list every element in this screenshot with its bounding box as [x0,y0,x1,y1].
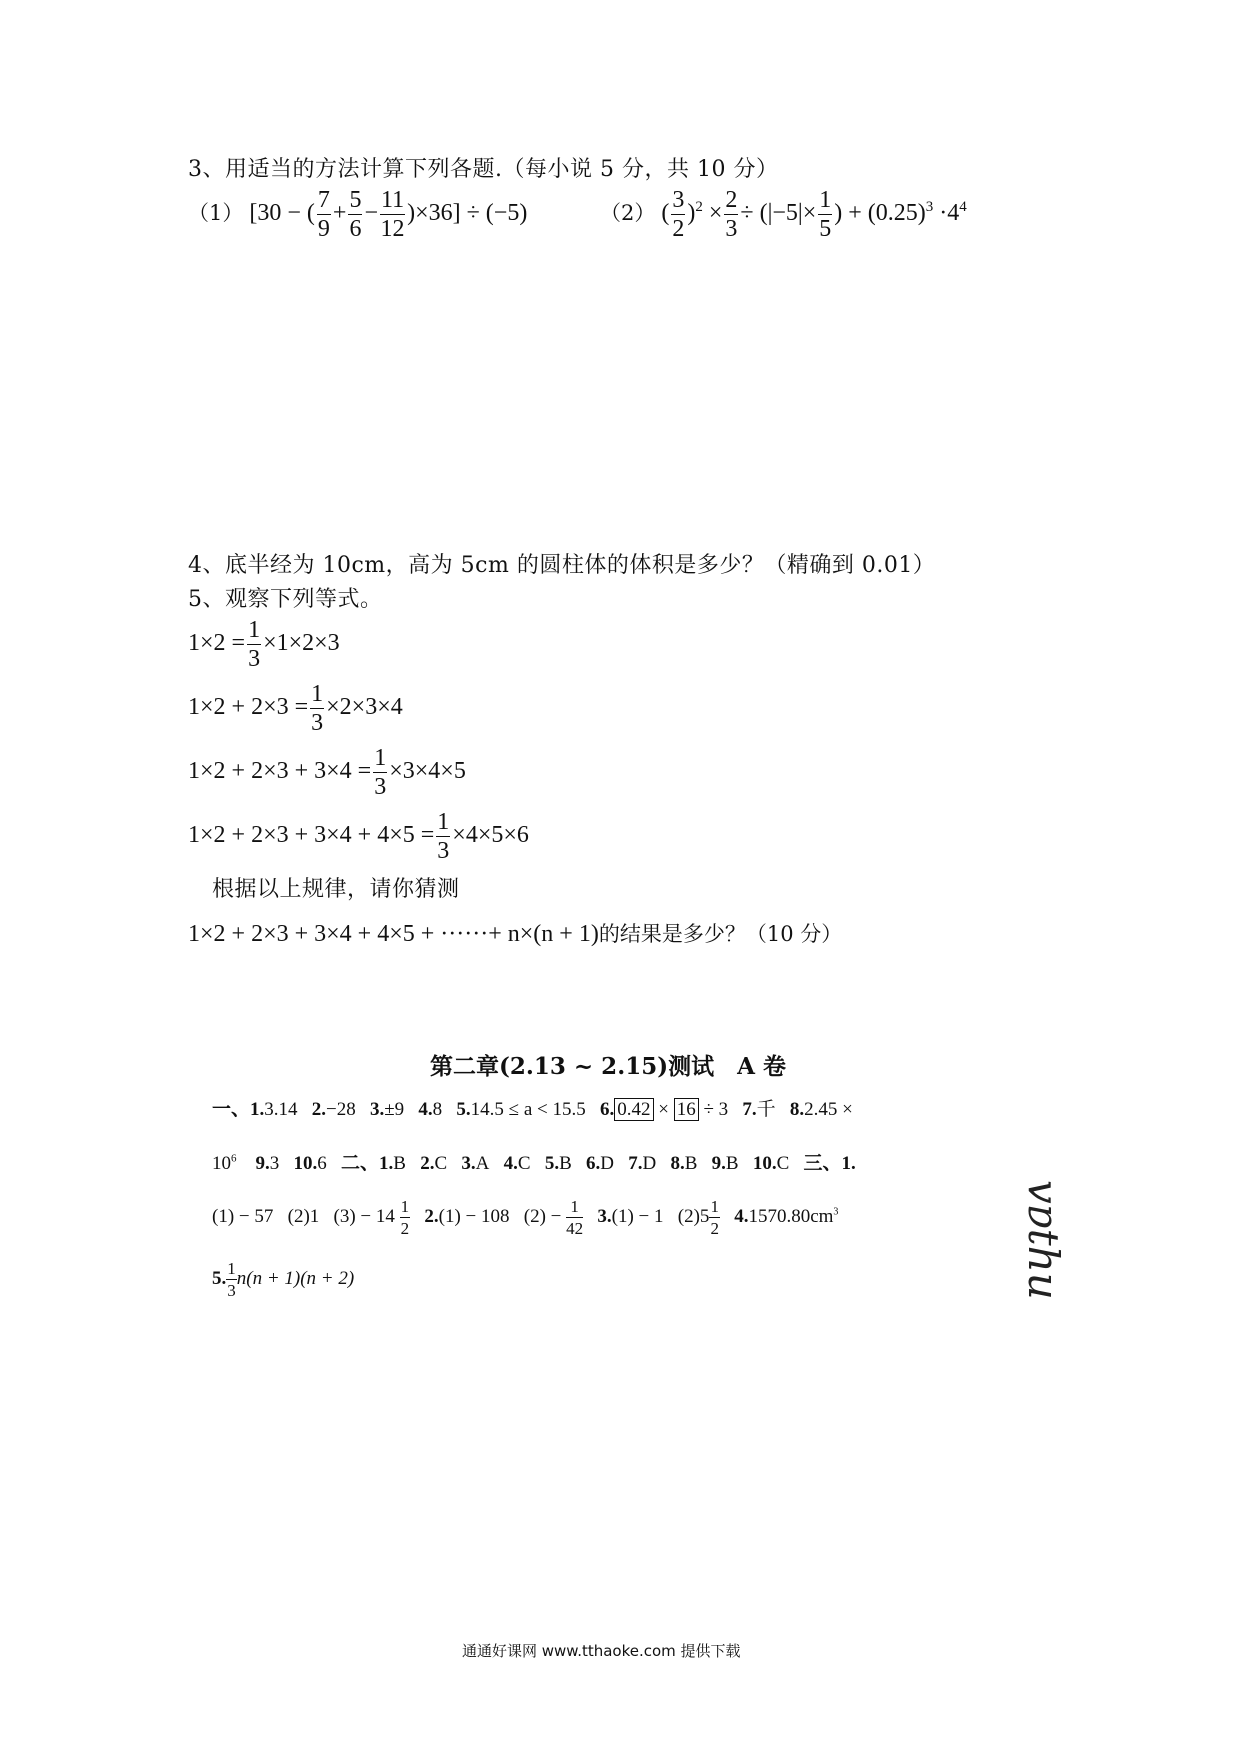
denominator: 3 [248,646,261,672]
expression-segment: ) + (0.25) [834,200,926,227]
equation-left: 1×2 + 2×3 = [188,694,309,721]
answer-value: (2) − [523,1205,562,1227]
operator: − [364,200,378,227]
equation-right: ×3×4×5 [389,758,466,785]
equation-right: ×1×2×3 [263,630,340,657]
numerator: 1 [311,681,324,707]
answer-value: B [725,1153,739,1174]
answer-key: 8. [789,1099,805,1120]
answer-value: A [475,1153,490,1174]
numerator: 1 [437,809,450,835]
equation-left: 1×2 = [188,630,246,657]
answer-value: n(n + 1)(n + 2) [236,1267,355,1289]
boxed-value: 16 [674,1098,699,1121]
numerator: 1 [400,1197,410,1216]
answer-key: 2. [420,1153,435,1174]
denominator: 5 [819,216,832,242]
answer-key: 5. [456,1099,471,1120]
q3-part1-post: )×36] ÷ (−5) [407,200,528,227]
q3-part1-label: （1） [188,201,244,226]
page-footer: 通通好课网 www.tthaoke.com 提供下载 [462,1642,741,1660]
answer-key: 三、1. [803,1153,856,1174]
numerator: 2 [725,187,738,213]
numerator: 1 [566,1198,583,1218]
answer-value: C [776,1153,790,1174]
answer-line-2 [212,1148,870,1175]
denominator: 3 [374,774,387,800]
answer-value: (1) − 108 [438,1205,510,1227]
answer-value: ±9 [384,1099,405,1120]
exponent: 6 [231,1152,237,1165]
fraction [436,810,450,863]
fraction [317,188,331,241]
paren: ) [687,200,696,227]
answer-value: 8 [432,1099,443,1120]
exponent: 2 [695,199,703,216]
answer-value: B [684,1153,698,1174]
q5-equation-1 [188,618,340,671]
answer-key: 一、1. [212,1099,265,1120]
numerator: 1 [819,187,832,213]
denominator: 2 [400,1219,410,1238]
answer-key: 5. [212,1267,227,1289]
paren: ( [661,200,670,227]
q3-part2-label: （2） [600,201,656,226]
answer-key: 10. [293,1153,318,1174]
fraction [709,1198,720,1237]
denominator: 2 [710,1219,719,1238]
answer-value: B [393,1153,406,1174]
fraction [671,188,685,241]
answer-value: ÷ 3 [703,1099,729,1120]
answer-value: (1) − 1 [611,1205,664,1227]
q3-part1-expression [188,188,527,241]
answer-key: 8. [670,1153,685,1174]
exponent: 3 [925,199,934,216]
expression-segment: ·4 [939,200,960,227]
numerator: 7 [317,187,330,213]
q5-final-tail: 的结果是多少？（10 分） [598,922,843,946]
fraction [348,188,362,241]
answer-value: (2)1 [287,1205,320,1227]
fraction [566,1198,583,1237]
boxed-value: 0.42 [614,1098,653,1121]
denominator: 2 [672,216,685,242]
q5-equation-3 [188,746,466,799]
answer-key: 3. [369,1099,385,1120]
answer-value: C [434,1153,448,1174]
answer-line-4 [212,1260,354,1299]
fraction [310,682,324,735]
q3-part1-pre: [30 − ( [249,200,315,227]
answer-value: (1) − 57 [212,1205,274,1227]
answer-value: B [559,1153,572,1174]
numerator: 5 [349,187,362,213]
answer-key: 10. [752,1153,777,1174]
fraction [400,1198,411,1237]
operator: + [332,200,347,227]
answer-key: 6. [600,1099,615,1120]
answer-value: (2)5 [677,1205,710,1227]
answer-value: 2.45 × [804,1099,853,1120]
answer-key: 3. [461,1153,476,1174]
exponent: 3 [833,1206,839,1218]
answer-value: (3) − 14 [333,1205,395,1227]
answer-line-1 [212,1094,853,1121]
equation-right: ×2×3×4 [326,694,403,721]
equation-left: 1×2 + 2×3 + 3×4 + 4×5 = [188,822,435,849]
answer-value: 10 [212,1153,231,1174]
q3-heading: 3、用适当的方法计算下列各题.（每小说 5 分，共 10 分） [188,157,779,182]
answer-key: 7. [742,1099,757,1120]
answer-value: 6 [317,1153,327,1174]
numerator: 1 [248,617,261,643]
denominator: 42 [566,1219,584,1238]
q5-final-question [188,918,842,948]
denominator: 6 [349,216,362,242]
q5-prompt: 根据以上规律，请你猜测 [212,877,460,902]
answer-line-3 [212,1198,838,1237]
answer-key: 7. [628,1153,643,1174]
answer-value: D [600,1153,614,1174]
denominator: 9 [317,216,330,242]
q5-final-expression: 1×2 + 2×3 + 3×4 + 4×5 + ······+ n×(n + 1) [188,921,599,947]
answer-key: 9. [255,1153,270,1174]
numerator: 1 [227,1259,236,1278]
answer-key: 6. [586,1153,601,1174]
answer-value: −28 [326,1099,356,1120]
operator: × [708,200,723,227]
numerator: 3 [672,187,685,213]
numerator: 1 [710,1197,719,1216]
equation-left: 1×2 + 2×3 + 3×4 = [188,758,372,785]
denominator: 3 [227,1281,236,1300]
answer-value: 14.5 ≤ a < 15.5 [470,1099,586,1120]
answer-key: 4. [418,1099,433,1120]
fraction [724,188,738,241]
exponent: 4 [959,199,967,216]
answer-value: 3 [269,1153,280,1174]
answer-key: 4. [503,1153,518,1174]
answer-key: 3. [597,1205,612,1227]
q4-heading: 4、底半经为 10cm，高为 5cm 的圆柱体的体积是多少？（精确到 0.01） [188,553,936,578]
expression-segment: ÷ (|−5|× [740,200,817,227]
denominator: 3 [437,838,450,864]
answer-value: D [642,1153,657,1174]
answer-key: 9. [711,1153,726,1174]
answer-key: 4. [734,1205,749,1227]
numerator: 11 [381,187,405,213]
fraction [373,746,387,799]
q5-equation-4 [188,810,529,863]
answer-value: 3.14 [264,1099,298,1120]
q3-part2-expression [600,188,967,241]
answer-value: C [517,1153,531,1174]
answer-value: 1570.80cm [748,1205,834,1227]
answer-value: 千 [756,1099,776,1120]
answer-key: 2. [311,1099,327,1120]
denominator: 12 [380,216,405,242]
answer-items [256,1153,871,1174]
fraction [818,188,832,241]
answer-key-title: 第二章(2.13 ~ 2.15)测试 A 卷 [430,1053,786,1080]
numerator: 1 [374,745,387,771]
equation-right: ×4×5×6 [452,822,529,849]
answer-key: 2. [424,1205,439,1227]
operator: × [658,1099,669,1120]
margin-scan-mark: vɐthu [1019,1180,1068,1300]
fraction [380,188,405,241]
fraction [247,618,261,671]
q5-heading: 5、观察下列等式。 [188,587,383,612]
fraction [226,1260,237,1299]
denominator: 3 [311,710,324,736]
denominator: 3 [725,216,738,242]
q5-equation-2 [188,682,403,735]
answer-key: 二、1. [341,1153,394,1174]
answer-key: 5. [544,1153,560,1174]
